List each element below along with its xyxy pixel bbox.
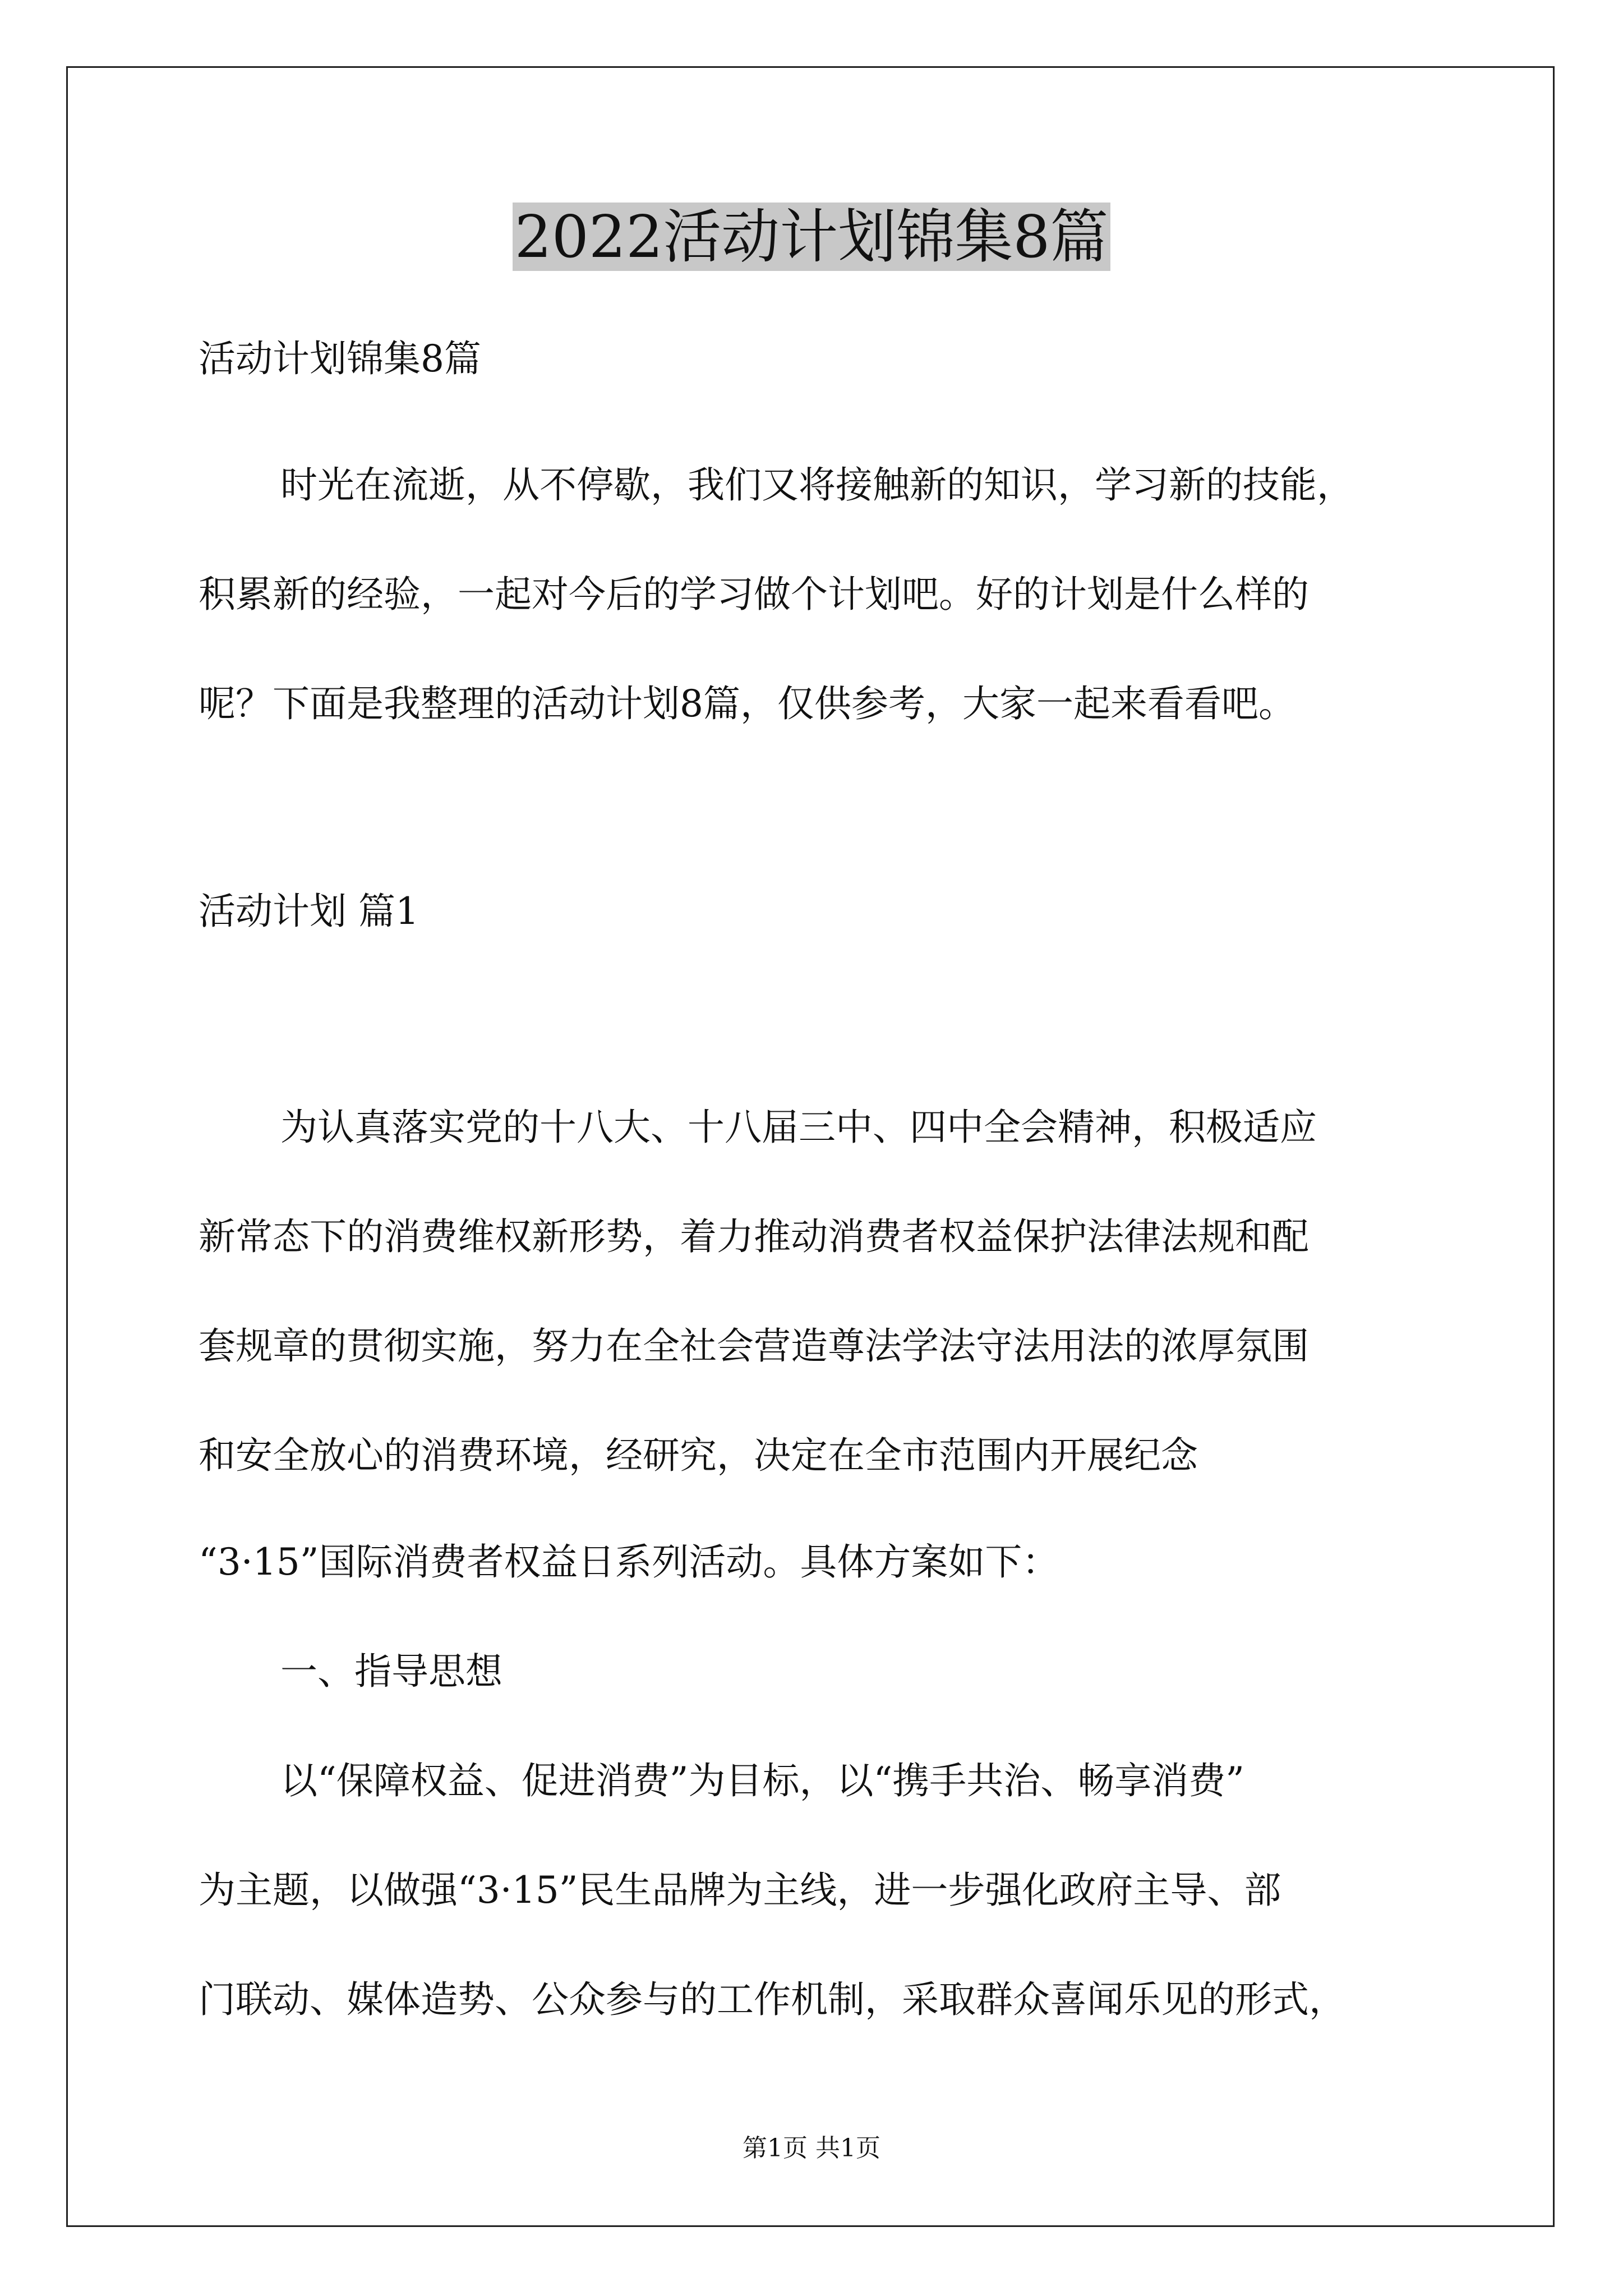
paragraph-line-2: 新常态下的消费维权新形势，着力推动消费者权益保护法律法规和配 (199, 1215, 1309, 1258)
paragraph-line-4: 和安全放心的消费环境，经研究，决定在全市范围内开展纪念 (199, 1434, 1198, 1477)
intro-line-1: 时光在流逝，从不停歇，我们又将接触新的知识，学习新的技能， (280, 463, 1354, 507)
document-title (0, 197, 1623, 276)
paragraph-line-5: “3·15”国际消费者权益日系列活动。具体方案如下： (199, 1540, 1059, 1584)
intro-line-3: 呢？下面是我整理的活动计划8篇，仅供参考，大家一起来看看吧。 (199, 682, 1295, 725)
paragraph2-line-3: 门联动、媒体造势、公众参与的工作机制，采取群众喜闻乐见的形式， (199, 1978, 1346, 2021)
paragraph2-line-1: 以“保障权益、促进消费”为目标，以“携手共治、畅享消费” (280, 1759, 1244, 1802)
document-subtitle: 活动计划锦集8篇 (199, 337, 481, 380)
page-footer: 第1页 共1页 (743, 2134, 880, 2162)
section-heading: 活动计划 篇1 (199, 890, 419, 933)
paragraph-line-3: 套规章的贯彻实施，努力在全社会营造尊法学法守法用法的浓厚氛围 (199, 1324, 1309, 1368)
paragraph-line-1: 为认真落实党的十八大、十八届三中、四中全会精神，积极适应 (280, 1106, 1317, 1149)
subsection-heading: 一、指导思想 (280, 1650, 502, 1693)
paragraph2-line-2: 为主题，以做强“3·15”民生品牌为主线，进一步强化政府主导、部 (199, 1869, 1281, 1912)
intro-line-2: 积累新的经验，一起对今后的学习做个计划吧。好的计划是什么样的 (199, 573, 1309, 616)
document-title-text: 2022活动计划锦集8篇 (513, 203, 1111, 271)
